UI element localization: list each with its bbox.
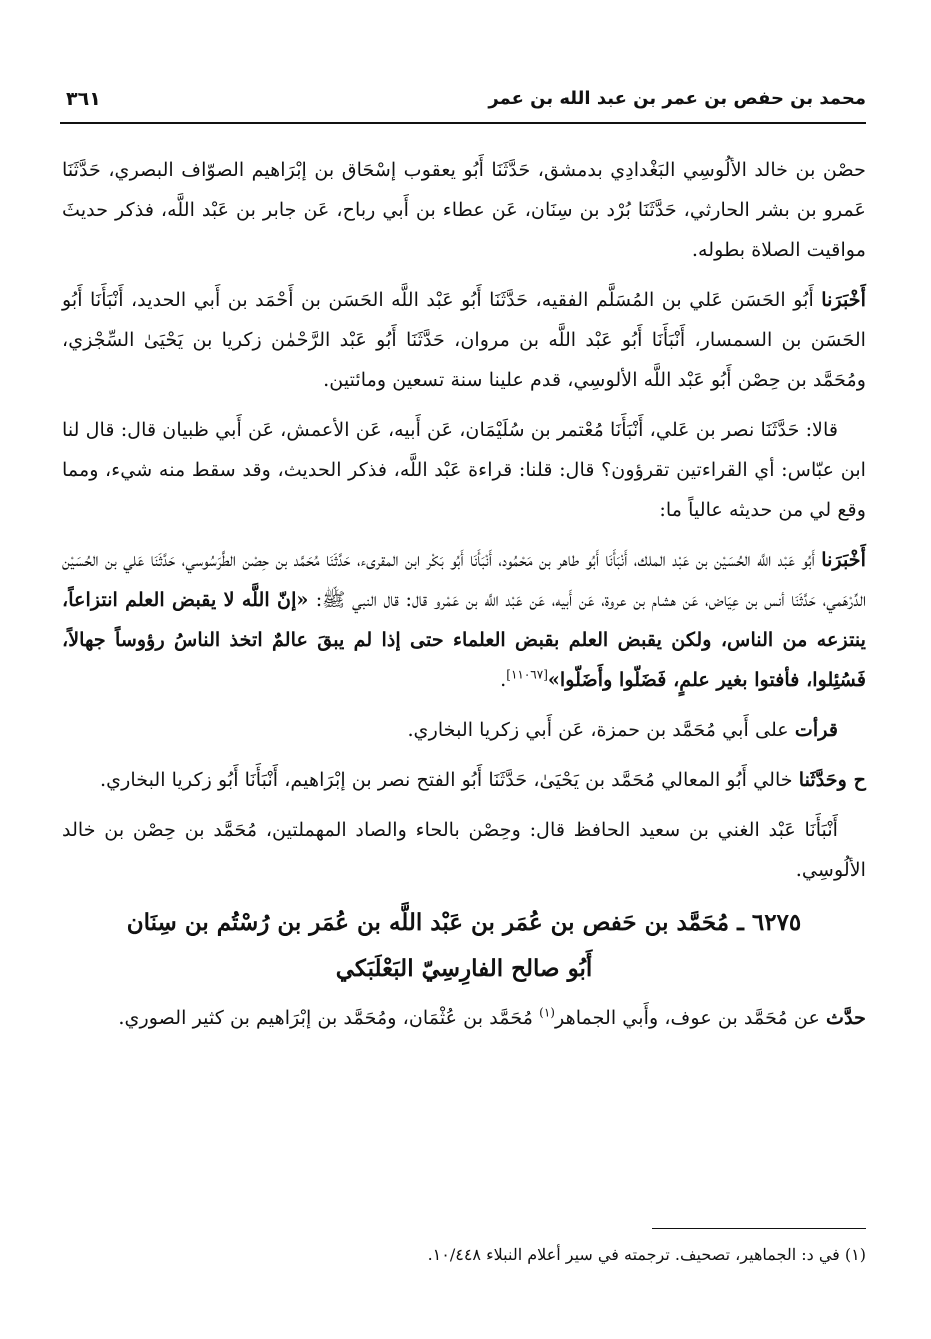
paragraph-text: مُحَمَّد بن عُثْمَان، ومُحَمَّد بن إبْرَاهيم بن كثير الصوري. — [118, 1006, 540, 1029]
page-header — [60, 82, 866, 124]
transmission-term: ح وحَدَّثَنا — [798, 768, 866, 791]
entry-heading-line: ٦٢٧٥ ـ مُحَمَّد بن حَفص بن عُمَر بن عَبْد اللَّه بن عُمَر بن رُسْتُم بن سِنَان — [126, 909, 802, 936]
paragraph — [62, 150, 866, 270]
paragraph-text: على أَبي مُحَمَّد بن حمزة، عَن أَبي زكريا البخاري. — [407, 718, 795, 741]
paragraph — [62, 760, 866, 800]
transmission-term: أَخْبَرَنا — [821, 548, 866, 571]
paragraph — [62, 810, 866, 890]
entry-heading-line: أَبُو صالح الفارِسِيّ البَعْلَبَكي — [335, 955, 593, 982]
paragraph-text: حصْن بن خالد الألُوسِي البَغْدادِي بدمشق، حَدَّثَنَا أَبُو يعقوب إسْحَاق بن إبْرَاهيم الصوّاف البصري، حَدَّثَنَا عَمرو بن بشر الحارثي، حَدَّثَنَا بُرْد بن سِنَان، عَن عطاء بن أَبي رباح، عَن جابر بن عَبْد اللَّه، فذكر حديثَ مواقيت الصلاة بطوله. — [62, 158, 866, 261]
transmission-term: حدَّث — [826, 1006, 866, 1029]
main-text — [62, 150, 866, 1048]
running-title: محمد بن حفص بن عمر بن عبد الله بن عمر — [488, 88, 866, 109]
paragraph — [62, 540, 866, 700]
paragraph-text: قالا: حَدَّثَنَا نصر بن عَلي، أَنْبَأَنَا مُعْتمر بن سُلَيْمَان، عَن أَبيه، عَن الأعمش، عَن أَبي ظبيان قال: قال لنا ابن عبّاس: أي القراءتين تقرؤون؟ قال: قلنا: قراءة عَبْد اللَّه، فذكر الحديث، وقد سقط منه شيء، ومما وقع لي من حديثه عالياً ما: — [62, 418, 866, 521]
paragraph-text: أَنْبَأَنَا عَبْد الغني بن سعيد الحافظ قال: وحِصْن بالحاء والصاد المهملتين، مُحَمَّد بن حِصْن بن خالد الألُوسِي. — [62, 818, 866, 881]
paragraph — [62, 998, 866, 1038]
entry-heading — [62, 900, 866, 992]
paragraph-text: أَبُو الحَسَن عَلي بن المُسَلَّم الفقيه، حَدَّثَنَا أَبُو عَبْد اللَّه الحَسَن بن أَحْمَد بن أَبي الحديد، أَنْبَأَنَا أَبُو الحَسَن بن السمسار، أَنْبَأَنَا أَبُو عَبْد اللَّه بن مروان، حَدَّثَنَا أَبُو عَبْد الرَّحْمٰن زكريا بن يَحْيَىٰ السِّجْزي، ومُحَمَّد بن حِصْن أَبُو عَبْد اللَّه الألوسِي، قدم علينا سنة تسعين ومائتين. — [62, 288, 866, 391]
transmission-term: قرأت — [794, 718, 838, 741]
footnote: (١) في د: الجماهير، تصحيف. ترجمته في سير أعلام النبلاء ١٠/٤٤٨. — [427, 1245, 866, 1264]
paragraph-text: أَبُو عَبْد اللَّه الحُسَيْن بن عَبْد الملك، أَنْبَأَنَا أَبُو طاهر بن مَحْمُود، أَنْبَأَنَا أَبُو بَكْر ابن المقرىء، حَدَّثَنَا مُحَمَّد بن حِصْن الطَّرَسُوسي، حَدَّثَنَا عَلي بن الحُسَيْن الدِّرْهَمي، حَدَّثَنَا أنس بن عِيَاض، عَن هشام بن عروة، عَن أَبيه، عَن عَبْد اللَّه بن عَمْرو قال: قال النبي ﷺ: — [62, 548, 866, 611]
hadith-text: «إنّ اللَّه لا يقبض العلم انتزاعاً، ينتزعه من الناس، ولكن يقبض العلم بقبض العلماء حتى إذا لم يبقَ عالمٌ اتخذ الناسُ رؤوساً جهالاً، فَسُئِلوا، فأفتوا بغير علمٍ، فَضَلّوا وأَضَلّوا» — [62, 588, 866, 691]
page-number: ٣٦١ — [66, 88, 101, 110]
paragraph — [62, 710, 866, 750]
sentence-end: . — [500, 668, 507, 691]
footnote-divider — [652, 1228, 866, 1229]
paragraph-text: عن مُحَمَّد بن عوف، وأَبي الجماهر — [554, 1006, 826, 1029]
hadith-reference-number: [١١٠٦٧] — [506, 667, 548, 682]
footnote-marker: (١) — [539, 1005, 555, 1020]
paragraph-text: خالي أَبُو المعالي مُحَمَّد بن يَحْيَىٰ، حَدَّثَنَا أَبُو الفتح نصر بن إبْرَاهيم، أَنْبَأَنَا أَبُو زكريا البخاري. — [99, 768, 799, 791]
transmission-term: أَخْبَرَنا — [821, 288, 866, 311]
paragraph — [62, 410, 866, 530]
paragraph — [62, 280, 866, 400]
